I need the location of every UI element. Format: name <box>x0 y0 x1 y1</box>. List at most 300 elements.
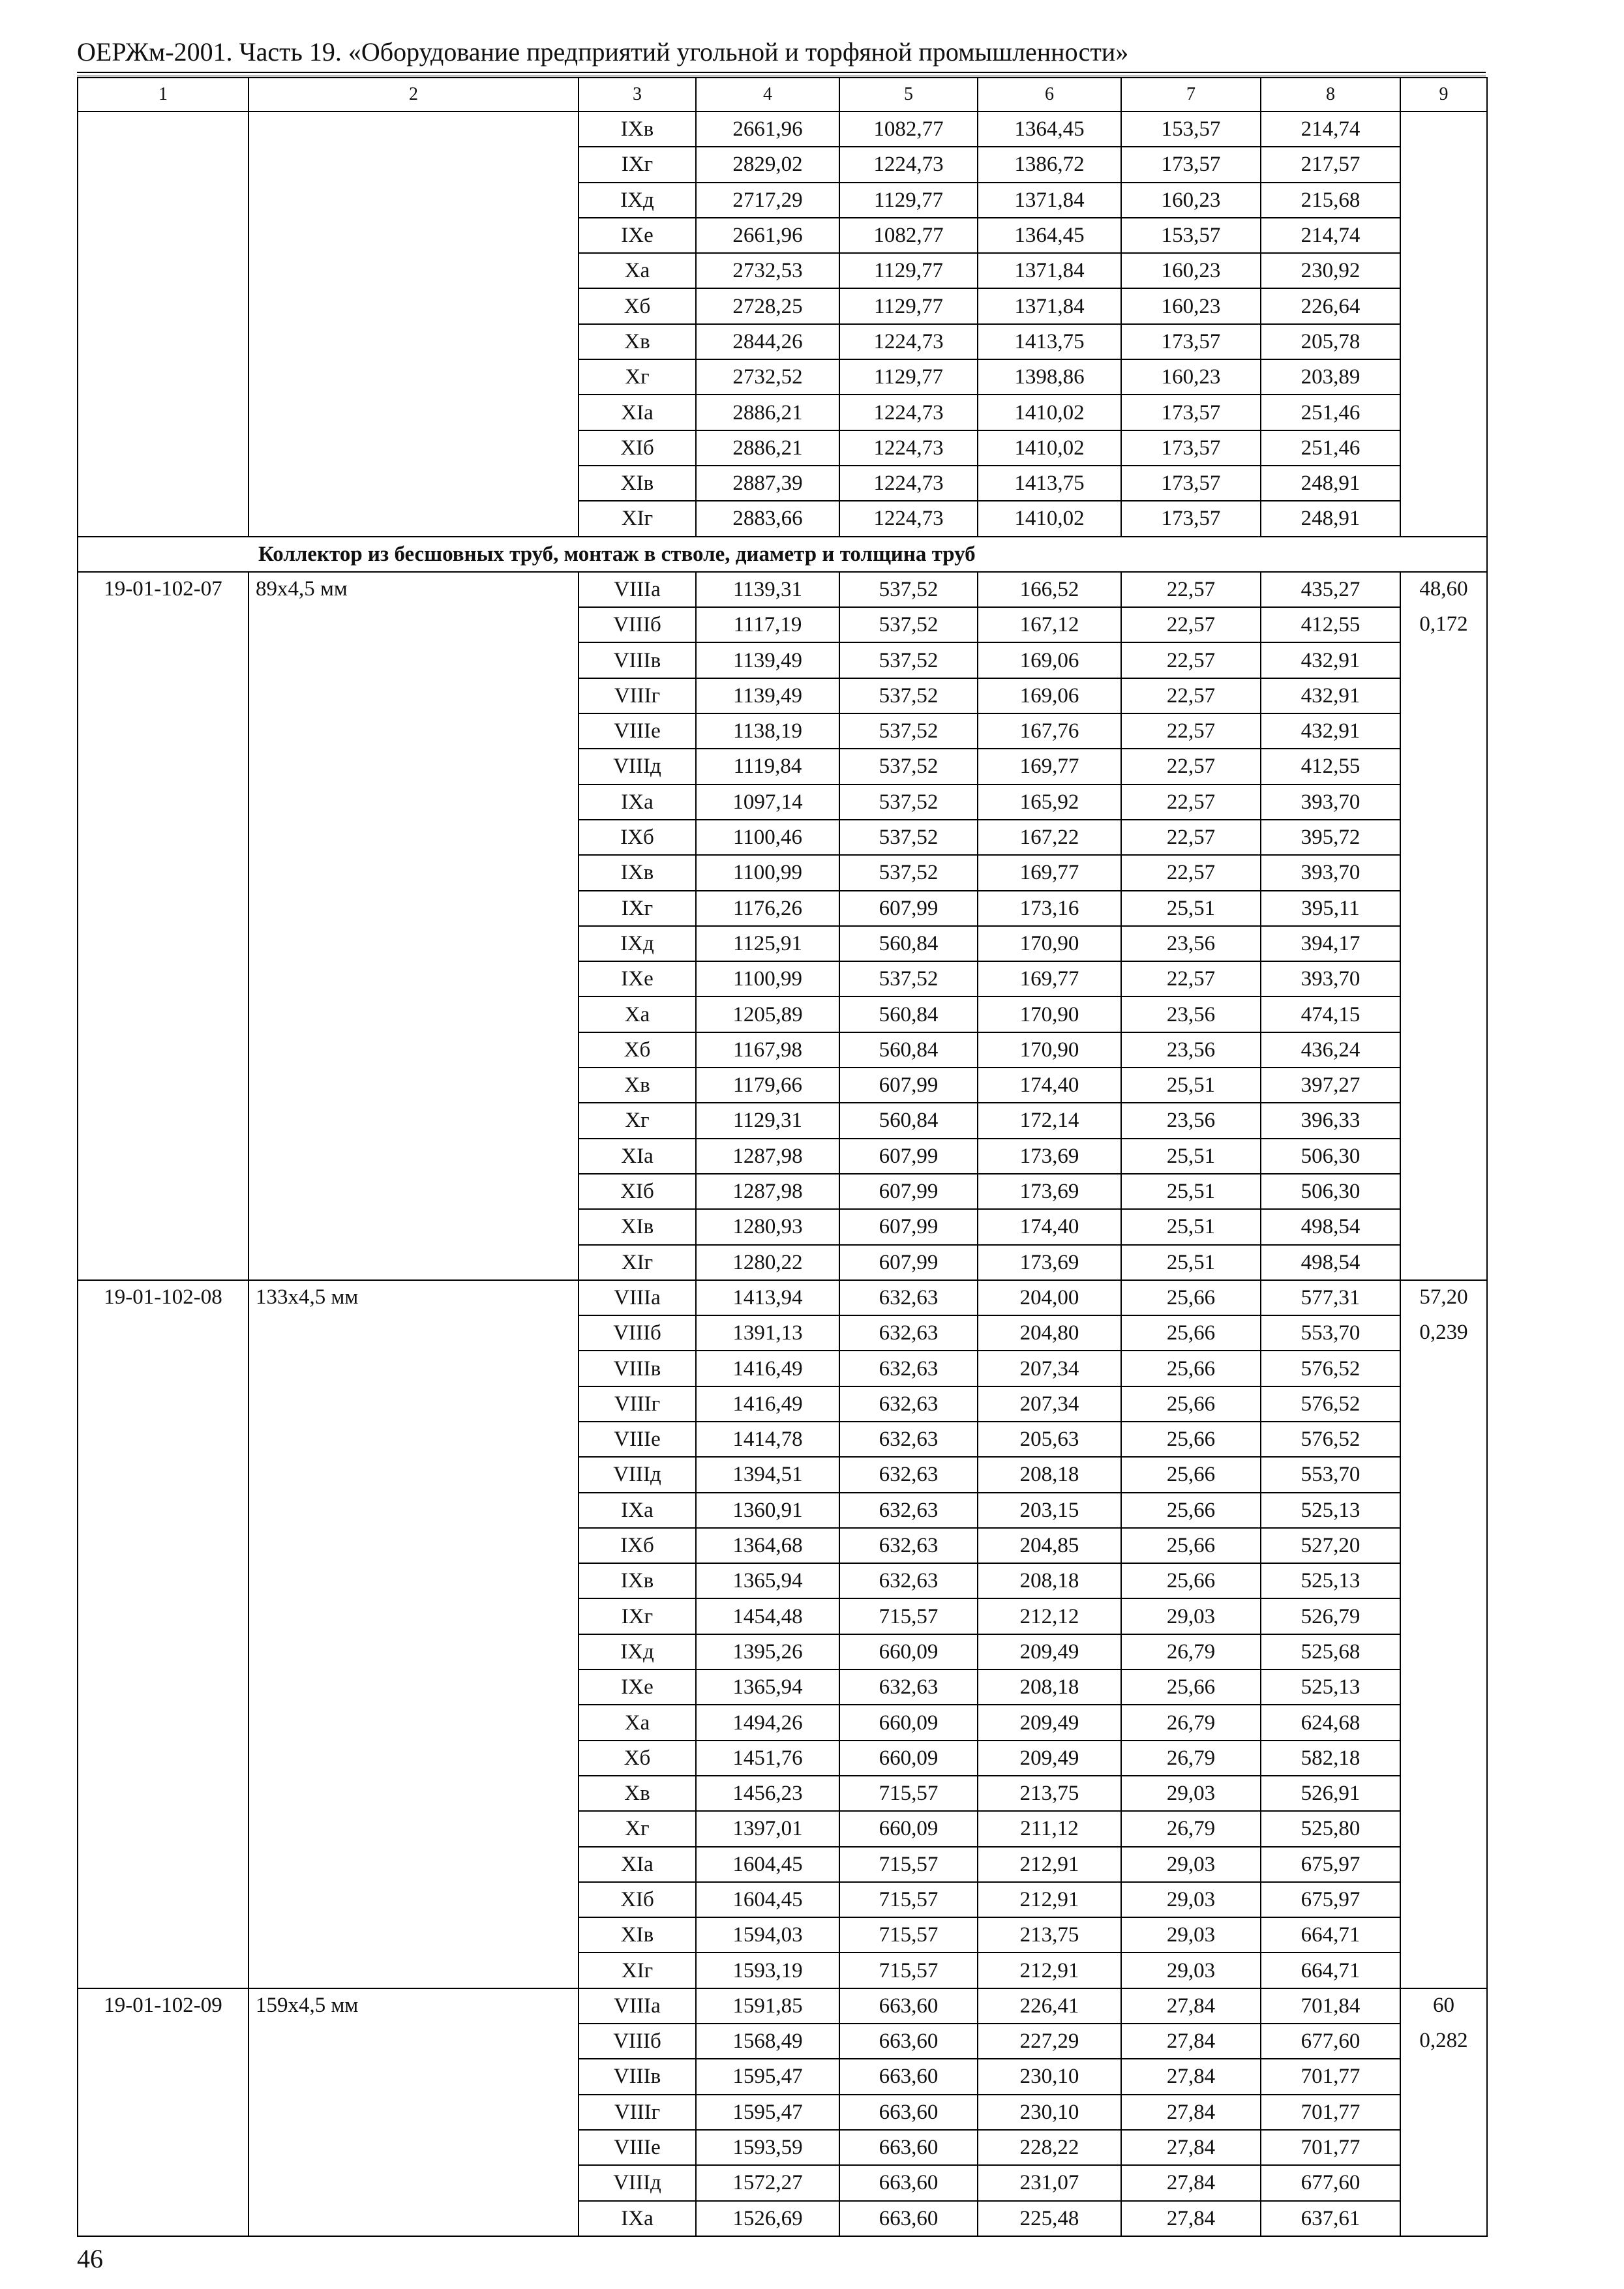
materials-cell: 251,46 <box>1261 395 1400 430</box>
machinist-wages-cell: 27,84 <box>1121 2059 1261 2094</box>
machine-cost-cell: 169,77 <box>978 749 1121 784</box>
machinist-wages-cell: 29,03 <box>1121 1952 1261 1988</box>
machine-cost-cell: 169,06 <box>978 678 1121 713</box>
wages-cell: 660,09 <box>839 1811 978 1846</box>
wages-cell: 632,63 <box>839 1422 978 1457</box>
machinist-wages-cell: 25,66 <box>1121 1563 1261 1598</box>
cost-total-cell: 1591,85 <box>696 1988 839 2024</box>
zone-cell: IXв <box>579 1563 696 1598</box>
zone-cell: Xв <box>579 1068 696 1103</box>
cost-total-cell: 1365,94 <box>696 1669 839 1705</box>
zone-cell: XIг <box>579 501 696 536</box>
machinist-wages-cell: 22,57 <box>1121 820 1261 855</box>
labor-cost-value: 57,20 <box>1419 1285 1468 1309</box>
machinist-wages-cell: 27,84 <box>1121 1988 1261 2024</box>
materials-cell: 701,77 <box>1261 2095 1400 2130</box>
cost-total-cell: 2717,29 <box>696 183 839 218</box>
machine-cost-cell: 209,49 <box>978 1741 1121 1776</box>
machinist-wages-cell: 25,66 <box>1121 1280 1261 1315</box>
machine-cost-cell: 1410,02 <box>978 395 1121 430</box>
table-body <box>78 78 1487 2236</box>
cost-total-cell: 1593,19 <box>696 1952 839 1988</box>
materials-cell: 677,60 <box>1261 2165 1400 2200</box>
rate-code: 19-01-102-08 <box>78 1280 248 1988</box>
machine-cost-cell: 1386,72 <box>978 147 1121 182</box>
machine-cost-cell: 166,52 <box>978 572 1121 607</box>
wages-cell: 1224,73 <box>839 324 978 359</box>
zone-cell: IXг <box>579 147 696 182</box>
zone-cell: XIв <box>579 466 696 501</box>
wages-cell: 1224,73 <box>839 147 978 182</box>
machinist-wages-cell: 26,79 <box>1121 1741 1261 1776</box>
machine-cost-cell: 203,15 <box>978 1493 1121 1528</box>
column-number: 6 <box>978 78 1121 112</box>
zone-cell: VIIIе <box>579 713 696 749</box>
zone-cell: IXа <box>579 1493 696 1528</box>
materials-cell: 412,55 <box>1261 749 1400 784</box>
column-number: 3 <box>579 78 696 112</box>
cost-total-cell: 1129,31 <box>696 1103 839 1138</box>
zone-cell: XIг <box>579 1952 696 1988</box>
machine-cost-cell: 170,90 <box>978 996 1121 1032</box>
pipe-size: 89х4,5 мм <box>248 572 579 1280</box>
zone-cell: VIIIб <box>579 2024 696 2059</box>
machinist-wages-cell: 26,79 <box>1121 1634 1261 1669</box>
machinist-wages-cell: 153,57 <box>1121 218 1261 253</box>
zone-cell: IXд <box>579 926 696 961</box>
cost-total-cell: 2732,52 <box>696 359 839 395</box>
wages-cell: 607,99 <box>839 1209 978 1244</box>
materials-cell: 397,27 <box>1261 1068 1400 1103</box>
materials-cell: 525,80 <box>1261 1811 1400 1846</box>
machine-cost-cell: 169,77 <box>978 855 1121 890</box>
machine-cost-cell: 212,91 <box>978 1882 1121 1917</box>
cost-total-cell: 1572,27 <box>696 2165 839 2200</box>
pipe-size: 159х4,5 мм <box>248 1988 579 2236</box>
materials-cell: 435,27 <box>1261 572 1400 607</box>
zone-cell: Xв <box>579 324 696 359</box>
machine-cost-cell: 208,18 <box>978 1563 1121 1598</box>
wages-cell: 537,52 <box>839 785 978 820</box>
wages-cell: 1129,77 <box>839 359 978 395</box>
cost-total-cell: 1097,14 <box>696 785 839 820</box>
zone-cell: VIIIа <box>579 572 696 607</box>
wages-cell: 663,60 <box>839 1988 978 2024</box>
materials-cell: 393,70 <box>1261 785 1400 820</box>
machinist-wages-cell: 27,84 <box>1121 2095 1261 2130</box>
wages-cell: 632,63 <box>839 1528 978 1563</box>
wages-cell: 632,63 <box>839 1669 978 1705</box>
wages-cell: 660,09 <box>839 1634 978 1669</box>
cost-total-cell: 1416,49 <box>696 1386 839 1422</box>
machine-cost-cell: 1413,75 <box>978 466 1121 501</box>
wages-cell: 1129,77 <box>839 183 978 218</box>
zone-cell: IXа <box>579 2201 696 2236</box>
col9-cell <box>1400 572 1487 1280</box>
machine-cost-cell: 209,49 <box>978 1705 1121 1740</box>
machine-cost-cell: 212,12 <box>978 1598 1121 1634</box>
machinist-wages-cell: 27,84 <box>1121 2201 1261 2236</box>
cost-total-cell: 1595,47 <box>696 2059 839 2094</box>
machine-cost-cell: 174,40 <box>978 1068 1121 1103</box>
materials-cell: 576,52 <box>1261 1422 1400 1457</box>
wages-cell: 560,84 <box>839 996 978 1032</box>
wages-cell: 632,63 <box>839 1493 978 1528</box>
materials-cell: 412,55 <box>1261 607 1400 642</box>
cost-total-cell: 1394,51 <box>696 1457 839 1492</box>
cost-total-cell: 1454,48 <box>696 1598 839 1634</box>
cost-total-cell: 1100,99 <box>696 855 839 890</box>
machinist-wages-cell: 22,57 <box>1121 678 1261 713</box>
machine-cost-cell: 205,63 <box>978 1422 1121 1457</box>
machinist-wages-cell: 25,66 <box>1121 1422 1261 1457</box>
cost-total-cell: 1100,46 <box>696 820 839 855</box>
wages-cell: 715,57 <box>839 1847 978 1882</box>
code-cell <box>78 112 248 537</box>
materials-cell: 664,71 <box>1261 1917 1400 1952</box>
machine-cost-cell: 1364,45 <box>978 112 1121 147</box>
machine-cost-cell: 1364,45 <box>978 218 1121 253</box>
machinist-wages-cell: 25,66 <box>1121 1457 1261 1492</box>
machine-cost-cell: 213,75 <box>978 1917 1121 1952</box>
machinist-wages-cell: 173,57 <box>1121 324 1261 359</box>
cost-total-cell: 1526,69 <box>696 2201 839 2236</box>
zone-cell: IXе <box>579 961 696 996</box>
machinist-wages-cell: 25,66 <box>1121 1386 1261 1422</box>
cost-total-cell: 1364,68 <box>696 1528 839 1563</box>
machinist-wages-cell: 160,23 <box>1121 359 1261 395</box>
machine-cost-cell: 208,18 <box>978 1457 1121 1492</box>
machine-cost-cell: 207,34 <box>978 1386 1121 1422</box>
wages-cell: 663,60 <box>839 2201 978 2236</box>
section-title: Коллектор из бесшовных труб, монтаж в стволе, диаметр и толщина труб <box>78 537 1487 572</box>
column-number: 1 <box>78 78 248 112</box>
machine-cost-cell: 173,69 <box>978 1245 1121 1280</box>
zone-cell: VIIIг <box>579 2095 696 2130</box>
machinist-wages-cell: 25,66 <box>1121 1669 1261 1705</box>
zone-cell: VIIIв <box>579 2059 696 2094</box>
column-number: 4 <box>696 78 839 112</box>
zone-cell: IXе <box>579 1669 696 1705</box>
zone-cell: IXб <box>579 820 696 855</box>
cost-total-cell: 1117,19 <box>696 607 839 642</box>
cost-total-cell: 1167,98 <box>696 1032 839 1068</box>
cost-total-cell: 2661,96 <box>696 112 839 147</box>
materials-cell: 205,78 <box>1261 324 1400 359</box>
labor-hours-value: 0,282 <box>1419 2028 1468 2052</box>
zone-cell: Xг <box>579 1103 696 1138</box>
machinist-wages-cell: 22,57 <box>1121 572 1261 607</box>
machinist-wages-cell: 23,56 <box>1121 996 1261 1032</box>
machinist-wages-cell: 173,57 <box>1121 395 1261 430</box>
wages-cell: 632,63 <box>839 1563 978 1598</box>
zone-cell: IXв <box>579 112 696 147</box>
wages-cell: 632,63 <box>839 1280 978 1315</box>
machine-cost-cell: 230,10 <box>978 2059 1121 2094</box>
machine-cost-cell: 1398,86 <box>978 359 1121 395</box>
rate-code: 19-01-102-07 <box>78 572 248 1280</box>
materials-cell: 214,74 <box>1261 112 1400 147</box>
zone-cell: VIIIа <box>579 1280 696 1315</box>
materials-cell: 525,13 <box>1261 1563 1400 1598</box>
materials-cell: 677,60 <box>1261 2024 1400 2059</box>
materials-cell: 506,30 <box>1261 1139 1400 1174</box>
cost-total-cell: 1138,19 <box>696 713 839 749</box>
machine-cost-cell: 204,85 <box>978 1528 1121 1563</box>
machine-cost-cell: 213,75 <box>978 1776 1121 1811</box>
cost-total-cell: 1280,93 <box>696 1209 839 1244</box>
materials-cell: 394,17 <box>1261 926 1400 961</box>
wages-cell: 1082,77 <box>839 112 978 147</box>
machine-cost-cell: 209,49 <box>978 1634 1121 1669</box>
cost-total-cell: 2886,21 <box>696 430 839 466</box>
materials-cell: 576,52 <box>1261 1386 1400 1422</box>
machine-cost-cell: 170,90 <box>978 1032 1121 1068</box>
materials-cell: 664,71 <box>1261 1952 1400 1988</box>
wages-cell: 1129,77 <box>839 253 978 288</box>
wages-cell: 537,52 <box>839 678 978 713</box>
zone-cell: VIIIе <box>579 2130 696 2165</box>
zone-cell: IXе <box>579 218 696 253</box>
materials-cell: 203,89 <box>1261 359 1400 395</box>
machinist-wages-cell: 22,57 <box>1121 642 1261 678</box>
name-cell <box>248 112 579 537</box>
zone-cell: VIIIв <box>579 1351 696 1386</box>
machinist-wages-cell: 23,56 <box>1121 926 1261 961</box>
cost-total-cell: 1360,91 <box>696 1493 839 1528</box>
cost-total-cell: 1494,26 <box>696 1705 839 1740</box>
cost-total-cell: 1594,03 <box>696 1917 839 1952</box>
machinist-wages-cell: 25,51 <box>1121 1209 1261 1244</box>
machine-cost-cell: 212,91 <box>978 1952 1121 1988</box>
wages-cell: 715,57 <box>839 1598 978 1634</box>
zone-cell: VIIIб <box>579 1315 696 1351</box>
machinist-wages-cell: 27,84 <box>1121 2165 1261 2200</box>
machine-cost-cell: 169,77 <box>978 961 1121 996</box>
cost-total-cell: 1280,22 <box>696 1245 839 1280</box>
wages-cell: 632,63 <box>839 1457 978 1492</box>
cost-total-cell: 2732,53 <box>696 253 839 288</box>
machinist-wages-cell: 173,57 <box>1121 501 1261 536</box>
column-number: 2 <box>248 78 579 112</box>
machinist-wages-cell: 27,84 <box>1121 2130 1261 2165</box>
cost-total-cell: 1139,31 <box>696 572 839 607</box>
materials-cell: 393,70 <box>1261 961 1400 996</box>
machine-cost-cell: 1410,02 <box>978 430 1121 466</box>
zone-cell: XIа <box>579 1847 696 1882</box>
page-header: ОЕРЖм-2001. Часть 19. «Оборудование предприятий угольной и торфяной промышленности» <box>77 37 1129 67</box>
machine-cost-cell: 1371,84 <box>978 253 1121 288</box>
materials-cell: 701,77 <box>1261 2130 1400 2165</box>
zone-cell: XIа <box>579 1139 696 1174</box>
wages-cell: 663,60 <box>839 2095 978 2130</box>
materials-cell: 637,61 <box>1261 2201 1400 2236</box>
materials-cell: 525,13 <box>1261 1669 1400 1705</box>
zone-cell: XIа <box>579 395 696 430</box>
machinist-wages-cell: 22,57 <box>1121 855 1261 890</box>
column-number: 7 <box>1121 78 1261 112</box>
machine-cost-cell: 212,91 <box>978 1847 1121 1882</box>
machine-cost-cell: 231,07 <box>978 2165 1121 2200</box>
cost-total-cell: 2844,26 <box>696 324 839 359</box>
machine-cost-cell: 204,00 <box>978 1280 1121 1315</box>
machinist-wages-cell: 25,51 <box>1121 1068 1261 1103</box>
labor-hours-value: 0,172 <box>1419 612 1468 636</box>
cost-total-cell: 1179,66 <box>696 1068 839 1103</box>
zone-cell: IXа <box>579 785 696 820</box>
machinist-wages-cell: 29,03 <box>1121 1917 1261 1952</box>
materials-cell: 248,91 <box>1261 466 1400 501</box>
materials-cell: 498,54 <box>1261 1209 1400 1244</box>
materials-cell: 436,24 <box>1261 1032 1400 1068</box>
zone-cell: XIв <box>579 1917 696 1952</box>
machinist-wages-cell: 29,03 <box>1121 1598 1261 1634</box>
machinist-wages-cell: 160,23 <box>1121 253 1261 288</box>
machinist-wages-cell: 23,56 <box>1121 1032 1261 1068</box>
materials-cell: 577,31 <box>1261 1280 1400 1315</box>
materials-cell: 432,91 <box>1261 678 1400 713</box>
wages-cell: 663,60 <box>839 2165 978 2200</box>
table-row <box>78 1988 1487 2024</box>
labor-hours-value: 0,239 <box>1419 1320 1468 1344</box>
zone-cell: IXв <box>579 855 696 890</box>
cost-total-cell: 2661,96 <box>696 218 839 253</box>
cost-total-cell: 1604,45 <box>696 1882 839 1917</box>
zone-cell: VIIIа <box>579 1988 696 2024</box>
column-number-row <box>78 78 1487 112</box>
machinist-wages-cell: 26,79 <box>1121 1811 1261 1846</box>
cost-total-cell: 1287,98 <box>696 1139 839 1174</box>
zone-cell: VIIIв <box>579 642 696 678</box>
machinist-wages-cell: 25,51 <box>1121 891 1261 926</box>
machine-cost-cell: 228,22 <box>978 2130 1121 2165</box>
zone-cell: IXб <box>579 1528 696 1563</box>
cost-total-cell: 1414,78 <box>696 1422 839 1457</box>
machinist-wages-cell: 23,56 <box>1121 1103 1261 1138</box>
machinist-wages-cell: 22,57 <box>1121 961 1261 996</box>
machine-cost-cell: 167,22 <box>978 820 1121 855</box>
wages-cell: 715,57 <box>839 1917 978 1952</box>
wages-cell: 537,52 <box>839 642 978 678</box>
machinist-wages-cell: 25,66 <box>1121 1315 1261 1351</box>
cost-total-cell: 1125,91 <box>696 926 839 961</box>
wages-cell: 607,99 <box>839 1139 978 1174</box>
wages-cell: 537,52 <box>839 713 978 749</box>
machine-cost-cell: 1371,84 <box>978 183 1121 218</box>
materials-cell: 525,68 <box>1261 1634 1400 1669</box>
materials-cell: 675,97 <box>1261 1882 1400 1917</box>
materials-cell: 396,33 <box>1261 1103 1400 1138</box>
machinist-wages-cell: 29,03 <box>1121 1847 1261 1882</box>
wages-cell: 660,09 <box>839 1705 978 1740</box>
wages-cell: 632,63 <box>839 1315 978 1351</box>
materials-cell: 527,20 <box>1261 1528 1400 1563</box>
machinist-wages-cell: 29,03 <box>1121 1776 1261 1811</box>
wages-cell: 537,52 <box>839 749 978 784</box>
machinist-wages-cell: 22,57 <box>1121 607 1261 642</box>
column-number: 9 <box>1400 78 1487 112</box>
cost-total-cell: 2728,25 <box>696 288 839 323</box>
machinist-wages-cell: 25,51 <box>1121 1174 1261 1209</box>
labor-cost-value: 60 <box>1433 1993 1454 2017</box>
wages-cell: 663,60 <box>839 2059 978 2094</box>
column-number: 8 <box>1261 78 1400 112</box>
machine-cost-cell: 167,76 <box>978 713 1121 749</box>
wages-cell: 537,52 <box>839 855 978 890</box>
machine-cost-cell: 172,14 <box>978 1103 1121 1138</box>
machine-cost-cell: 207,34 <box>978 1351 1121 1386</box>
table-row <box>78 572 1487 607</box>
wages-cell: 1224,73 <box>839 501 978 536</box>
section-title-row <box>78 537 1487 572</box>
materials-cell: 393,70 <box>1261 855 1400 890</box>
machine-cost-cell: 208,18 <box>978 1669 1121 1705</box>
wages-cell: 537,52 <box>839 607 978 642</box>
table-row <box>78 1280 1487 1315</box>
zone-cell: XIг <box>579 1245 696 1280</box>
materials-cell: 526,79 <box>1261 1598 1400 1634</box>
cost-total-cell: 1451,76 <box>696 1741 839 1776</box>
zone-cell: VIIIг <box>579 1386 696 1422</box>
materials-cell: 251,46 <box>1261 430 1400 466</box>
materials-cell: 526,91 <box>1261 1776 1400 1811</box>
zone-cell: Xб <box>579 288 696 323</box>
machine-cost-cell: 173,16 <box>978 891 1121 926</box>
rate-code: 19-01-102-09 <box>78 1988 248 2236</box>
machine-cost-cell: 167,12 <box>978 607 1121 642</box>
cost-total-cell: 1395,26 <box>696 1634 839 1669</box>
machinist-wages-cell: 22,57 <box>1121 785 1261 820</box>
materials-cell: 553,70 <box>1261 1315 1400 1351</box>
wages-cell: 663,60 <box>839 2024 978 2059</box>
cost-total-cell: 1365,94 <box>696 1563 839 1598</box>
cost-total-cell: 1100,99 <box>696 961 839 996</box>
zone-cell: Xв <box>579 1776 696 1811</box>
wages-cell: 560,84 <box>839 1032 978 1068</box>
wages-cell: 1129,77 <box>839 288 978 323</box>
zone-cell: Xб <box>579 1032 696 1068</box>
col9-cell <box>1400 112 1487 537</box>
materials-cell: 506,30 <box>1261 1174 1400 1209</box>
wages-cell: 715,57 <box>839 1952 978 1988</box>
zone-cell: XIб <box>579 430 696 466</box>
cost-total-cell: 1456,23 <box>696 1776 839 1811</box>
materials-cell: 525,13 <box>1261 1493 1400 1528</box>
wages-cell: 715,57 <box>839 1776 978 1811</box>
machine-cost-cell: 173,69 <box>978 1139 1121 1174</box>
machinist-wages-cell: 160,23 <box>1121 183 1261 218</box>
wages-cell: 607,99 <box>839 1174 978 1209</box>
wages-cell: 660,09 <box>839 1741 978 1776</box>
cost-total-cell: 1391,13 <box>696 1315 839 1351</box>
machine-cost-cell: 230,10 <box>978 2095 1121 2130</box>
zone-cell: Xа <box>579 996 696 1032</box>
col9-cell <box>1400 1280 1487 1988</box>
materials-cell: 432,91 <box>1261 642 1400 678</box>
materials-cell: 395,11 <box>1261 891 1400 926</box>
cost-total-cell: 1139,49 <box>696 642 839 678</box>
materials-cell: 701,84 <box>1261 1988 1400 2024</box>
zone-cell: XIб <box>579 1174 696 1209</box>
cost-total-cell: 1205,89 <box>696 996 839 1032</box>
wages-cell: 632,63 <box>839 1386 978 1422</box>
wages-cell: 607,99 <box>839 1068 978 1103</box>
machinist-wages-cell: 173,57 <box>1121 466 1261 501</box>
page-number: 46 <box>77 2244 103 2273</box>
wages-cell: 537,52 <box>839 572 978 607</box>
zone-cell: Xа <box>579 253 696 288</box>
machine-cost-cell: 211,12 <box>978 1811 1121 1846</box>
